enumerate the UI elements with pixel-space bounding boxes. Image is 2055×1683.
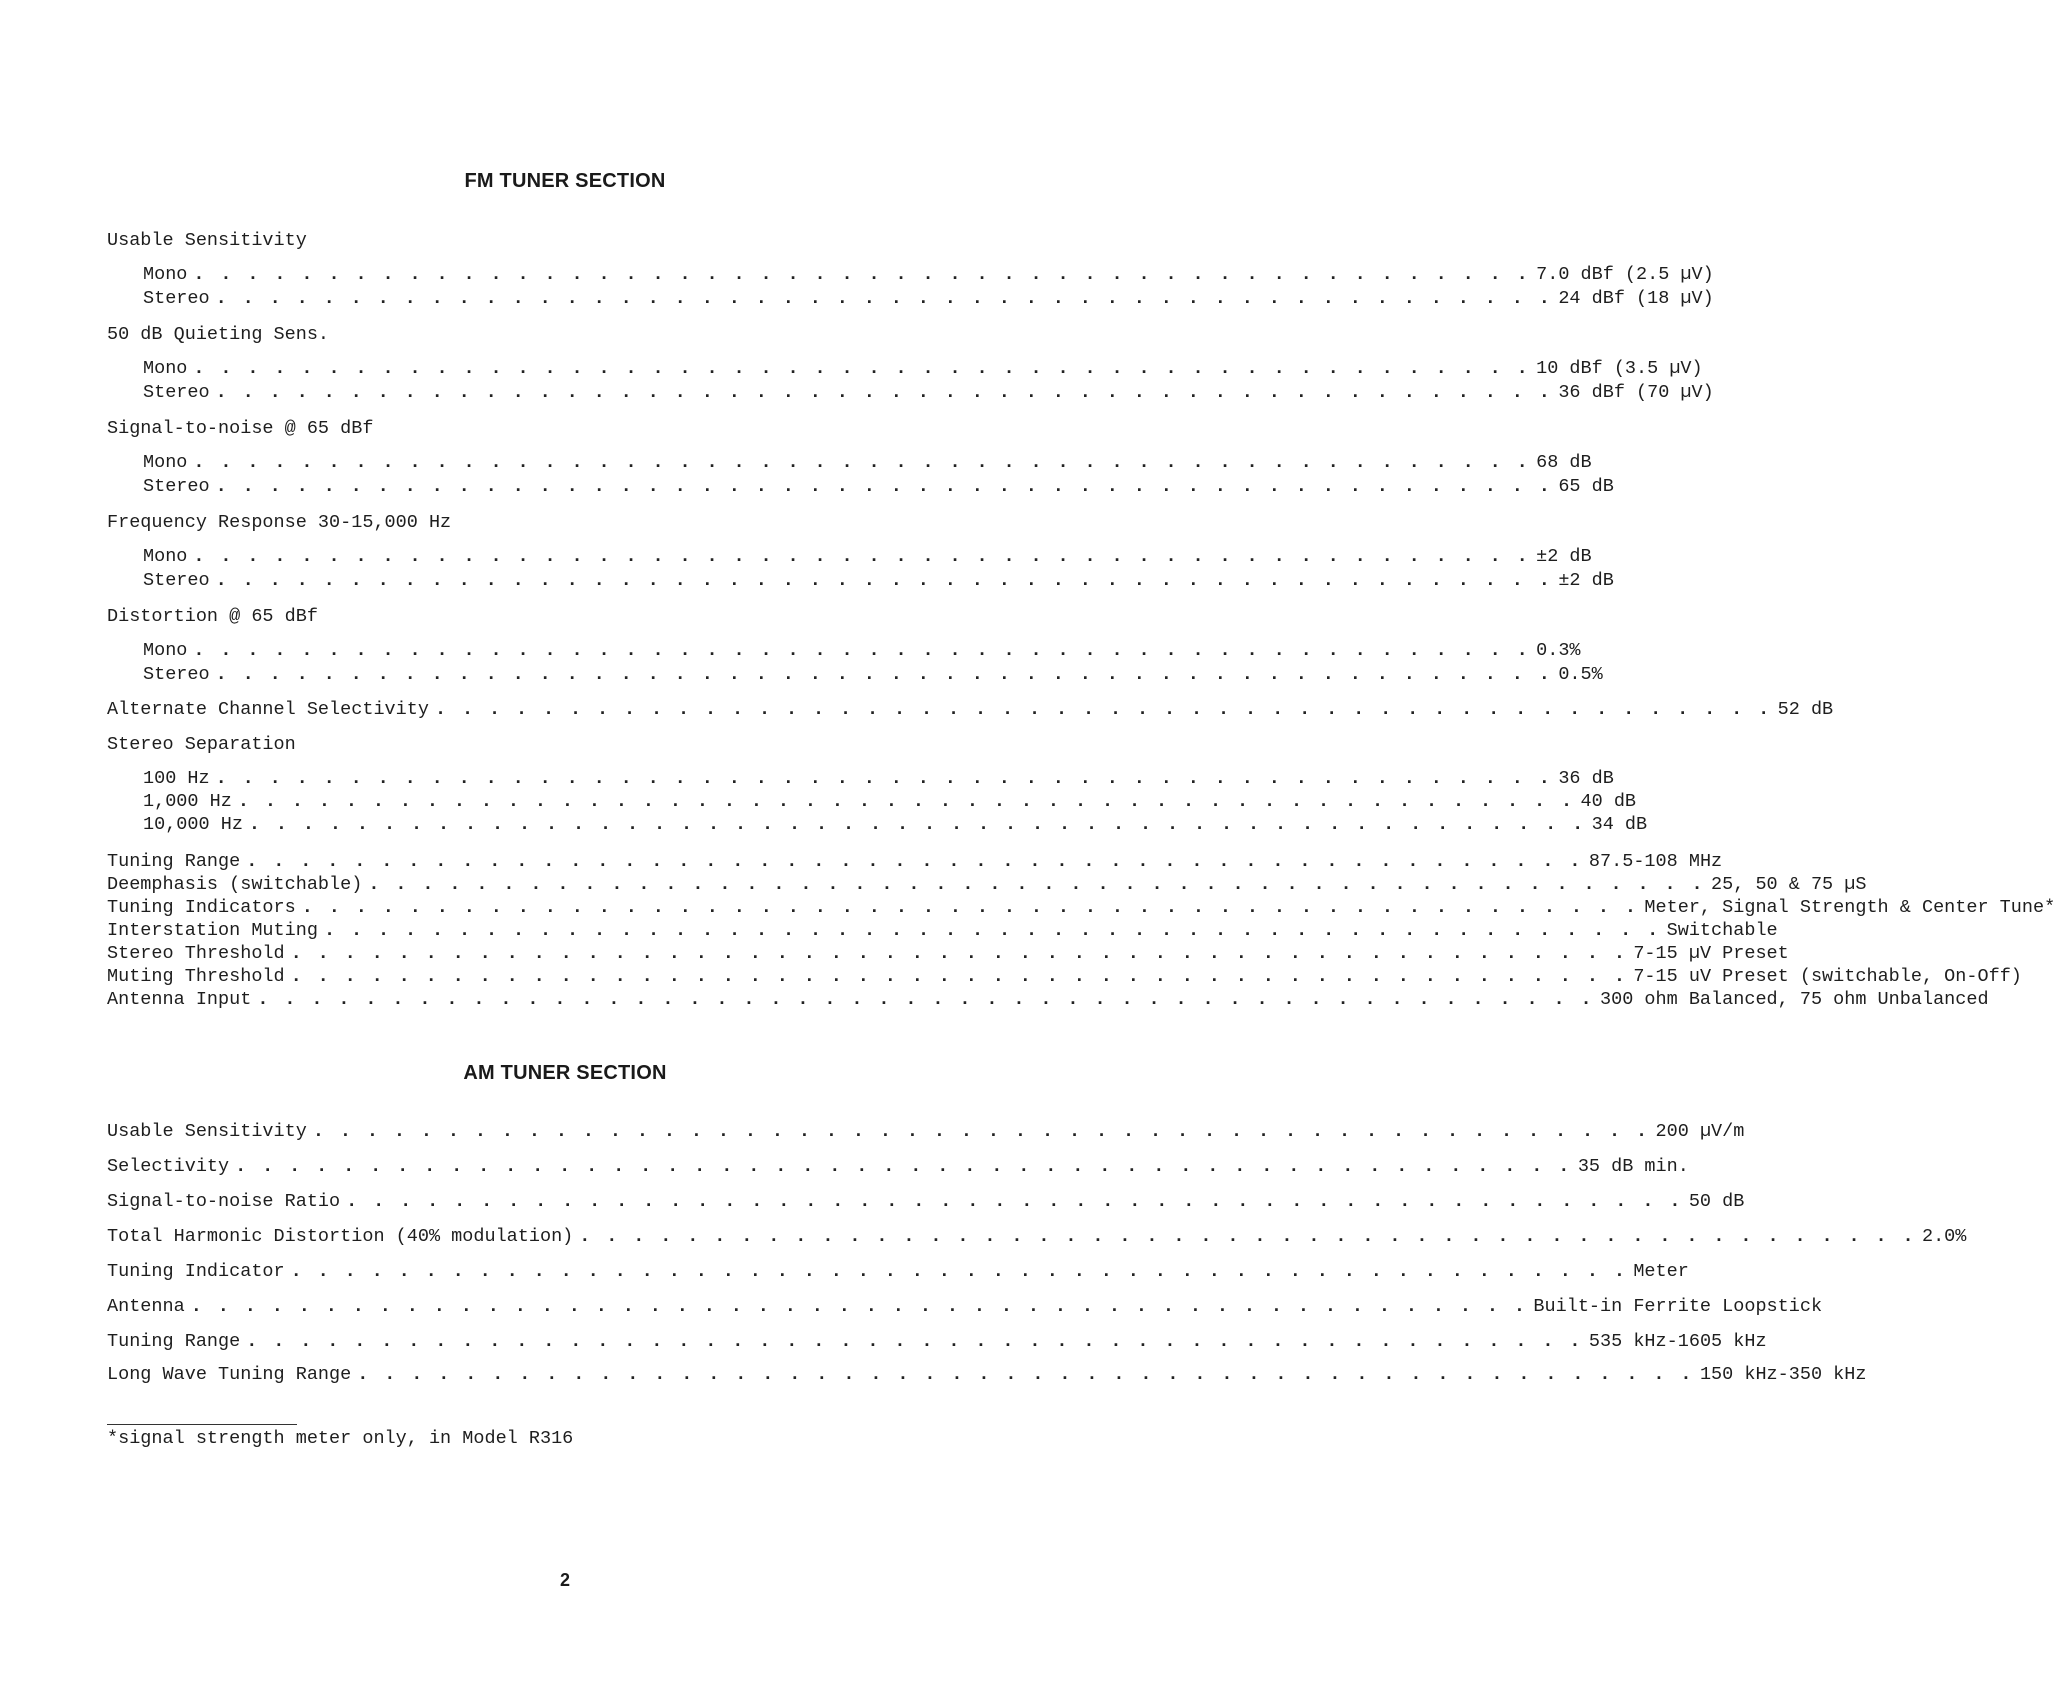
dot-leader: . . . . . . . . . . . . . . . . . . . . . . . . . . . . . . . . . . . . . . . . . . . . . . . . . . bbox=[193, 358, 1531, 379]
dot-leader: . . . . . . . . . . . . . . . . . . . . . . . . . . . . . . . . . . . . . . . . . . . . . . . . . . bbox=[215, 288, 1553, 309]
dot-leader: . . . . . . . . . . . . . . . . . . . . . . . . . . . . . . . . . . . . . . . . . . . . . . . . . . bbox=[301, 897, 1639, 918]
spec-label: Tuning Range bbox=[107, 851, 241, 872]
fm-distortion-mono-row bbox=[143, 640, 1581, 662]
dot-leader: . . . . . . . . . . . . . . . . . . . . . . . . . . . . . . . . . . . . . . . . . . . . . . . . . . bbox=[190, 1296, 1528, 1317]
fm-freq-response-mono-row bbox=[143, 546, 1592, 568]
spec-label: Interstation Muting bbox=[107, 920, 318, 941]
spec-value: 24 dBf (18 µV) bbox=[1558, 288, 1714, 309]
spec-label: Mono bbox=[143, 640, 188, 661]
spec-value: Switchable bbox=[1666, 920, 1778, 941]
spec-label: Stereo bbox=[143, 476, 210, 497]
fm-antenna-input-row bbox=[107, 989, 1989, 1011]
fm-separation-1000hz-row bbox=[143, 791, 1637, 813]
spec-value: 150 kHz-350 kHz bbox=[1699, 1364, 1867, 1385]
spec-value: 0.5% bbox=[1558, 664, 1603, 685]
am-snr-row bbox=[107, 1191, 1745, 1213]
spec-value: Meter, Signal Strength & Center Tune* bbox=[1644, 897, 2055, 918]
spec-value: ±2 dB bbox=[1558, 570, 1614, 591]
fm-usable-sensitivity-stereo-row bbox=[143, 288, 1714, 310]
spec-value: 7-15 µV Preset bbox=[1633, 943, 1789, 964]
spec-label: Stereo bbox=[143, 288, 210, 309]
spec-value: 52 dB bbox=[1777, 699, 1834, 720]
fm-alt-channel-row bbox=[107, 699, 1834, 721]
fm-interstation-muting-row bbox=[107, 920, 1778, 942]
fm-freq-response-heading: Frequency Response 30-15,000 Hz bbox=[107, 512, 452, 533]
spec-label: Muting Threshold bbox=[107, 966, 285, 987]
fm-distortion-stereo-row bbox=[143, 664, 1603, 686]
spec-label: Mono bbox=[143, 264, 188, 285]
spec-label: Mono bbox=[143, 546, 188, 567]
am-thd-row bbox=[107, 1226, 1967, 1248]
dot-leader: . . . . . . . . . . . . . . . . . . . . . . . . . . . . . . . . . . . . . . . . . . . . . . . . . . bbox=[235, 1156, 1572, 1177]
fm-deemphasis-row bbox=[107, 874, 1867, 896]
dot-leader: . . . . . . . . . . . . . . . . . . . . . . . . . . . . . . . . . . . . . . . . . . . . . . . . . . bbox=[290, 1261, 1628, 1282]
spec-label: Antenna Input bbox=[107, 989, 252, 1010]
fm-tuning-indicators-row bbox=[107, 897, 2055, 919]
spec-value: 535 kHz-1605 kHz bbox=[1588, 1331, 1767, 1352]
spec-value: 2.0% bbox=[1921, 1226, 1967, 1247]
dot-leader: . . . . . . . . . . . . . . . . . . . . . . . . . . . . . . . . . . . . . . . . . . . . . . . . . . bbox=[215, 476, 1553, 497]
spec-value: 10 dBf (3.5 µV) bbox=[1536, 358, 1703, 379]
spec-label: Deemphasis (switchable) bbox=[107, 874, 363, 895]
dot-leader: . . . . . . . . . . . . . . . . . . . . . . . . . . . . . . . . . . . . . . . . . . . . . . . . . . bbox=[290, 943, 1628, 964]
spec-label: Signal-to-noise Ratio bbox=[107, 1191, 341, 1212]
fm-snr-mono-row bbox=[143, 452, 1592, 474]
spec-value: 300 ohm Balanced, 75 ohm Unbalanced bbox=[1600, 989, 1989, 1010]
spec-label: Antenna bbox=[107, 1296, 185, 1317]
dot-leader: . . . . . . . . . . . . . . . . . . . . . . . . . . . . . . . . . . . . . . . . . . . . . . . . . . bbox=[237, 791, 1575, 812]
dot-leader: . . . . . . . . . . . . . . . . . . . . . . . . . . . . . . . . . . . . . . . . . . . . . . . . . . bbox=[215, 664, 1553, 685]
page-number: 2 bbox=[559, 1570, 570, 1590]
spec-label: Alternate Channel Selectivity bbox=[107, 699, 429, 720]
spec-value: Meter bbox=[1633, 1261, 1689, 1282]
dot-leader: . . . . . . . . . . . . . . . . . . . . . . . . . . . . . . . . . . . . . . . . . . . . . . . . . . bbox=[248, 814, 1586, 835]
dot-leader: . . . . . . . . . . . . . . . . . . . . . . . . . . . . . . . . . . . . . . . . . . . . . . . . . . bbox=[434, 699, 1772, 720]
fm-quieting-stereo-row bbox=[143, 382, 1714, 404]
spec-value: 25, 50 & 75 µS bbox=[1711, 874, 1867, 895]
spec-value: ±2 dB bbox=[1536, 546, 1592, 567]
dot-leader: . . . . . . . . . . . . . . . . . . . . . . . . . . . . . . . . . . . . . . . . . . . . . . . . . . bbox=[193, 546, 1531, 567]
spec-value: 34 dB bbox=[1591, 814, 1648, 835]
dot-leader: . . . . . . . . . . . . . . . . . . . . . . . . . . . . . . . . . . . . . . . . . . . . . . . . . . bbox=[193, 452, 1531, 473]
spec-value: 40 dB bbox=[1580, 791, 1637, 812]
fm-separation-100hz-row bbox=[143, 768, 1614, 790]
spec-value: 0.3% bbox=[1536, 640, 1581, 661]
footnote: *signal strength meter only, in Model R316 bbox=[107, 1428, 574, 1449]
fm-distortion-heading: Distortion @ 65 dBf bbox=[107, 606, 318, 627]
fm-tuning-range-row bbox=[107, 851, 1723, 873]
spec-label: Long Wave Tuning Range bbox=[107, 1364, 352, 1385]
fm-snr-heading: Signal-to-noise @ 65 dBf bbox=[107, 418, 374, 439]
am-tuning-indicator-row bbox=[107, 1261, 1689, 1283]
am-tuning-range-row bbox=[107, 1331, 1767, 1353]
spec-value: 7.0 dBf (2.5 µV) bbox=[1536, 264, 1714, 285]
fm-snr-stereo-row bbox=[143, 476, 1614, 498]
dot-leader: . . . . . . . . . . . . . . . . . . . . . . . . . . . . . . . . . . . . . . . . . . . . . . . . . . bbox=[215, 768, 1553, 789]
fm-quieting-mono-row bbox=[143, 358, 1703, 380]
dot-leader: . . . . . . . . . . . . . . . . . . . . . . . . . . . . . . . . . . . . . . . . . . . . . . . . . . bbox=[193, 264, 1531, 285]
spec-label: Stereo bbox=[143, 570, 210, 591]
dot-leader: . . . . . . . . . . . . . . . . . . . . . . . . . . . . . . . . . . . . . . . . . . . . . . . . . . bbox=[346, 1191, 1683, 1212]
dot-leader: . . . . . . . . . . . . . . . . . . . . . . . . . . . . . . . . . . . . . . . . . . . . . . . . . . bbox=[290, 966, 1628, 987]
spec-value: 36 dB bbox=[1558, 768, 1614, 789]
spec-value: 200 µV/m bbox=[1655, 1121, 1745, 1142]
spec-label: Total Harmonic Distortion (40% modulation) bbox=[107, 1226, 574, 1247]
spec-label: 10,000 Hz bbox=[143, 814, 243, 835]
fm-separation-heading: Stereo Separation bbox=[107, 734, 296, 755]
spec-label: Tuning Indicator bbox=[107, 1261, 285, 1282]
am-usable-sensitivity-row bbox=[107, 1121, 1745, 1143]
spec-label: Usable Sensitivity bbox=[107, 1121, 307, 1142]
spec-label: Selectivity bbox=[107, 1156, 230, 1177]
dot-leader: . . . . . . . . . . . . . . . . . . . . . . . . . . . . . . . . . . . . . . . . . . . . . . . . . . bbox=[257, 989, 1595, 1010]
spec-value: Built-in Ferrite Loopstick bbox=[1533, 1296, 1823, 1317]
spec-label: Stereo bbox=[143, 382, 210, 403]
spec-label: Stereo Threshold bbox=[107, 943, 285, 964]
dot-leader: . . . . . . . . . . . . . . . . . . . . . . . . . . . . . . . . . . . . . . . . . . . . . . . . . . bbox=[193, 640, 1531, 661]
dot-leader: . . . . . . . . . . . . . . . . . . . . . . . . . . . . . . . . . . . . . . . . . . . . . . . . . . bbox=[357, 1364, 1694, 1385]
fm-usable-sensitivity-heading: Usable Sensitivity bbox=[107, 230, 307, 251]
dot-leader: . . . . . . . . . . . . . . . . . . . . . . . . . . . . . . . . . . . . . . . . . . . . . . . . . . bbox=[246, 851, 1583, 872]
fm-quieting-heading: 50 dB Quieting Sens. bbox=[107, 324, 330, 345]
dot-leader: . . . . . . . . . . . . . . . . . . . . . . . . . . . . . . . . . . . . . . . . . . . . . . . . . . bbox=[246, 1331, 1583, 1352]
am-section-title: AM TUNER SECTION bbox=[463, 1062, 667, 1084]
footnote-rule bbox=[107, 1424, 297, 1425]
dot-leader: . . . . . . . . . . . . . . . . . . . . . . . . . . . . . . . . . . . . . . . . . . . . . . . . . . bbox=[215, 382, 1553, 403]
spec-value: 7-15 uV Preset (switchable, On-Off) bbox=[1633, 966, 2022, 987]
fm-separation-10000hz-row bbox=[143, 814, 1648, 836]
am-antenna-row bbox=[107, 1296, 1823, 1318]
spec-label: Mono bbox=[143, 358, 188, 379]
spec-value: 35 dB min. bbox=[1577, 1156, 1689, 1177]
spec-label: Stereo bbox=[143, 664, 210, 685]
spec-label: 1,000 Hz bbox=[143, 791, 232, 812]
spec-label: 100 Hz bbox=[143, 768, 210, 789]
fm-stereo-threshold-row bbox=[107, 943, 1789, 965]
dot-leader: . . . . . . . . . . . . . . . . . . . . . . . . . . . . . . . . . . . . . . . . . . . . . . . . . . bbox=[323, 920, 1661, 941]
spec-value: 65 dB bbox=[1558, 476, 1614, 497]
dot-leader: . . . . . . . . . . . . . . . . . . . . . . . . . . . . . . . . . . . . . . . . . . . . . . . . . . bbox=[312, 1121, 1650, 1142]
spec-label: Tuning Range bbox=[107, 1331, 241, 1352]
spec-value: 68 dB bbox=[1536, 452, 1592, 473]
fm-muting-threshold-row bbox=[107, 966, 2022, 988]
fm-freq-response-stereo-row bbox=[143, 570, 1614, 592]
spec-label: Mono bbox=[143, 452, 188, 473]
dot-leader: . . . . . . . . . . . . . . . . . . . . . . . . . . . . . . . . . . . . . . . . . . . . . . . . . . bbox=[368, 874, 1706, 895]
spec-label: Tuning Indicators bbox=[107, 897, 296, 918]
fm-section-title: FM TUNER SECTION bbox=[464, 170, 666, 192]
spec-value: 87.5-108 MHz bbox=[1588, 851, 1723, 872]
fm-usable-sensitivity-mono-row bbox=[143, 264, 1714, 286]
spec-value: 50 dB bbox=[1688, 1191, 1745, 1212]
dot-leader: . . . . . . . . . . . . . . . . . . . . . . . . . . . . . . . . . . . . . . . . . . . . . . . . . . bbox=[215, 570, 1553, 591]
am-lw-tuning-range-row bbox=[107, 1364, 1867, 1386]
am-selectivity-row bbox=[107, 1156, 1689, 1178]
spec-value: 36 dBf (70 µV) bbox=[1558, 382, 1714, 403]
dot-leader: . . . . . . . . . . . . . . . . . . . . . . . . . . . . . . . . . . . . . . . . . . . . . . . . . . bbox=[579, 1226, 1916, 1247]
